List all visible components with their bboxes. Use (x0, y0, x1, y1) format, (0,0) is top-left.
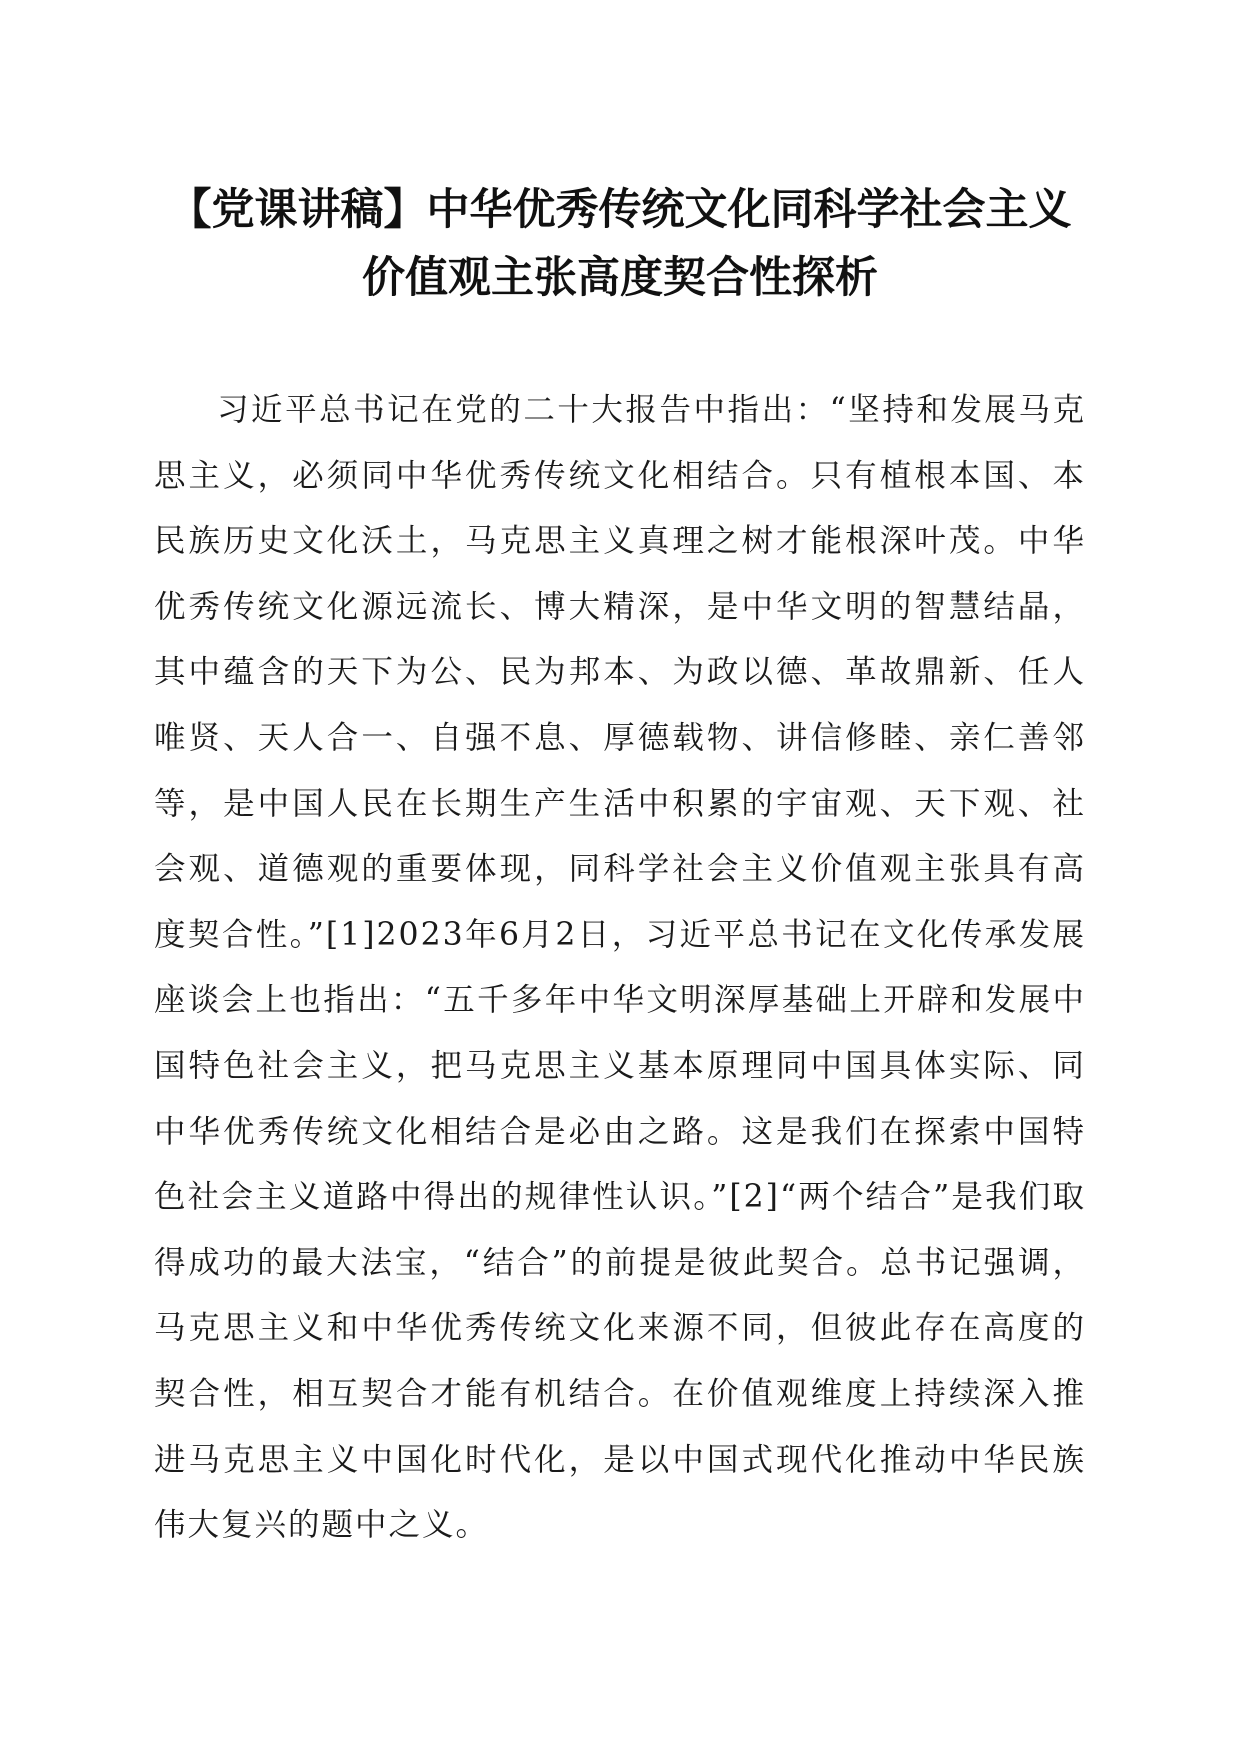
body-paragraph: 习近平总书记在党的二十大报告中指出：“坚持和发展马克思主义，必须同中华优秀传统文化相结合。只有植根本国、本民族历史文化沃土，马克思主义真理之树才能根深叶茂。中华优秀传统文化源远流长、博大精深，是中华文明的智慧结晶，其中蕴含的天下为公、民为邦本、为政以德、革故鼎新、任人唯贤、天人合一、自强不息、厚德载物、讲信修睦、亲仁善邻等，是中国人民在长期生产生活中积累的宇宙观、天下观、社会观、道德观的重要体现，同科学社会主义价值观主张具有高度契合性。”[1]2023年6月2日，习近平总书记在文化传承发展座谈会上也指出：“五千多年中华文明深厚基础上开辟和发展中国特色社会主义，把马克思主义基本原理同中国具体实际、同中华优秀传统文化相结合是必由之路。这是我们在探索中国特色社会主义道路中得出的规律性认识。”[2]“两个结合”是我们取得成功的最大法宝，“结合”的前提是彼此契合。总书记强调，马克思主义和中华优秀传统文化来源不同，但彼此存在高度的契合性，相互契合才能有机结合。在价值观维度上持续深入推进马克思主义中国化时代化，是以中国式现代化推动中华民族伟大复兴的题中之义。 (154, 392, 1086, 1544)
document-title: 【党课讲稿】中华优秀传统文化同科学社会主义价值观主张高度契合性探析 (168, 185, 1072, 303)
